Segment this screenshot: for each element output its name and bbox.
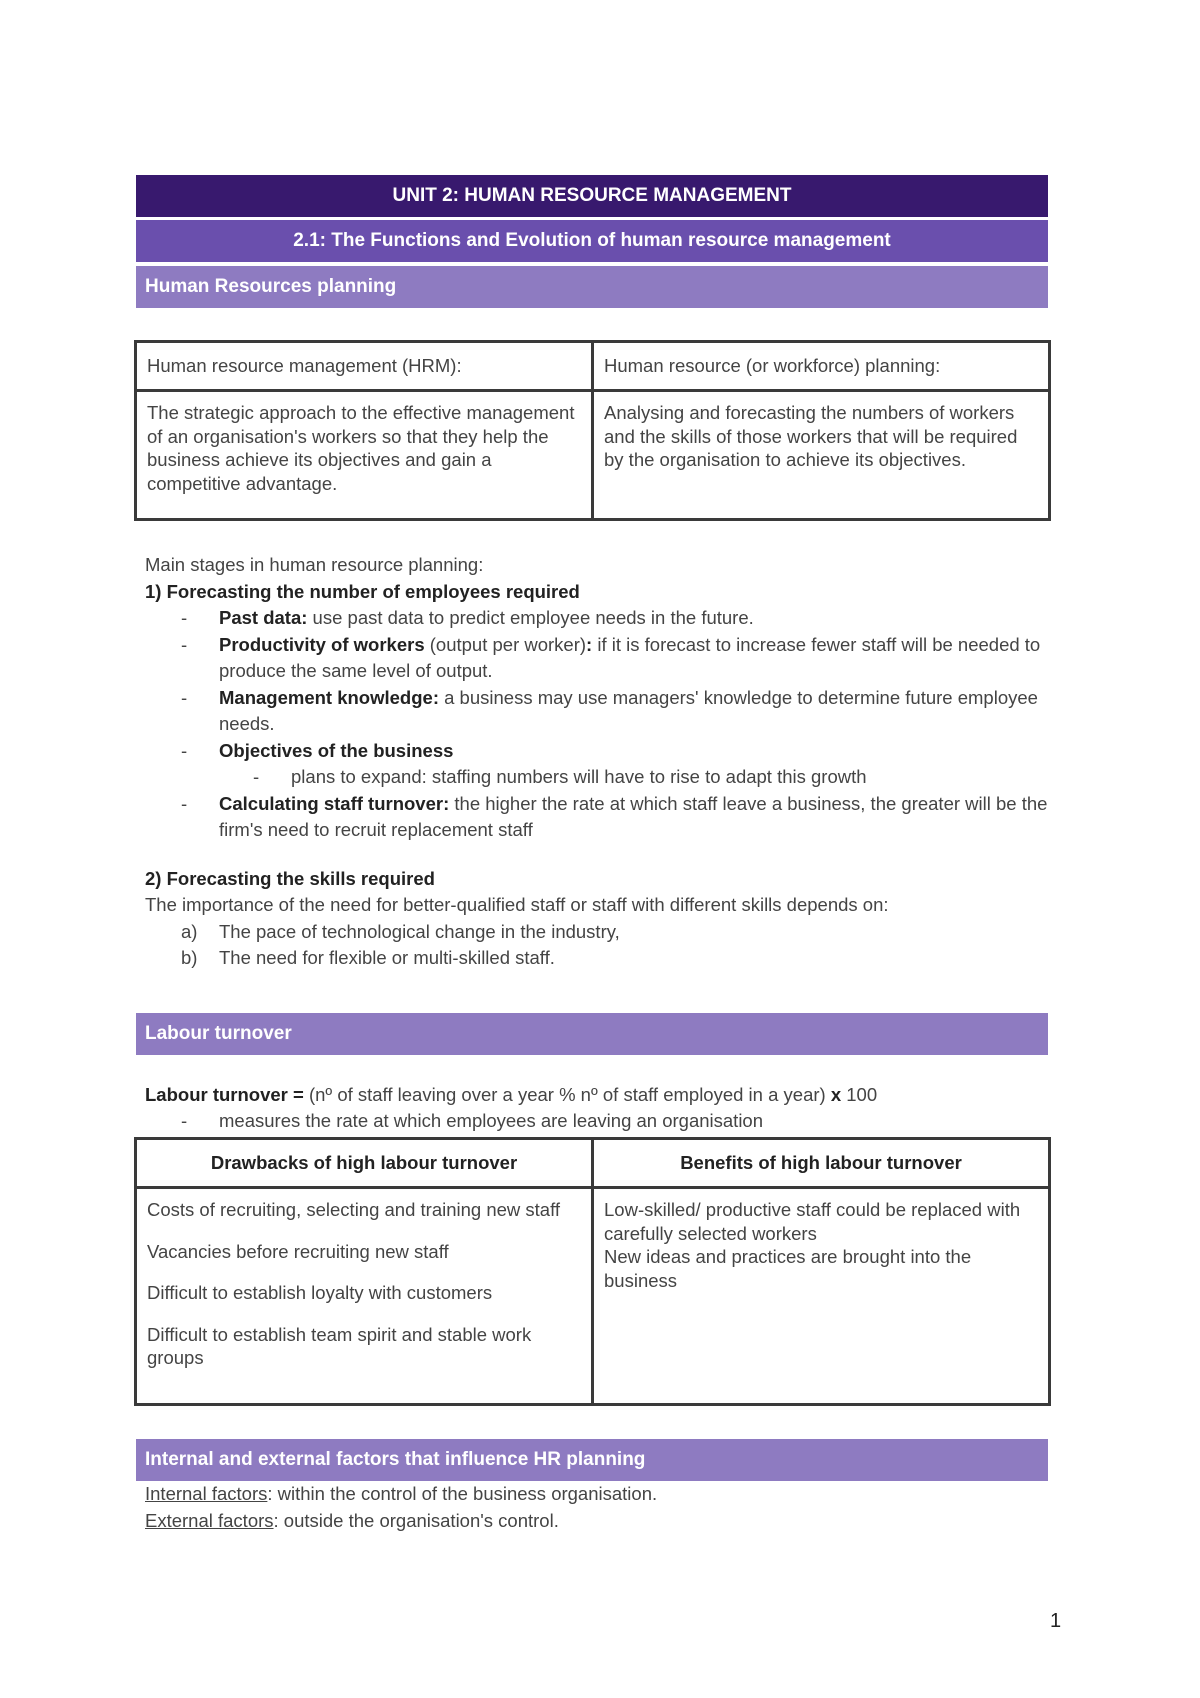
dash-bullet: - xyxy=(181,739,188,761)
factors-band xyxy=(136,1439,1048,1481)
drawback-item: Difficult to establish team spirit and stable work groups xyxy=(147,1323,532,1368)
item-text: if it is forecast to increase fewer staff will be needed to produce the same level of output. xyxy=(219,633,1041,681)
item-term: Management knowledge: xyxy=(219,686,439,708)
sub-list-item xyxy=(145,764,1070,791)
item-term: Objectives of the business xyxy=(219,739,454,761)
drawback-item: Difficult to establish loyalty with customers xyxy=(147,1282,493,1303)
subsection-title: Human Resources planning xyxy=(145,276,397,297)
definitions-table xyxy=(134,340,1051,521)
formula-end: 100 xyxy=(841,1084,878,1105)
drawbacks-cell xyxy=(136,1188,593,1405)
planning-head: Human resource (or workforce) planning: xyxy=(604,355,941,376)
list-item xyxy=(145,632,1070,685)
hr-planning-stages xyxy=(145,552,1070,972)
planning-definition-cell xyxy=(593,391,1050,520)
stage1-title: 1) Forecasting the number of employees required xyxy=(145,580,580,602)
benefit-item: Low-skilled/ productive staff could be replaced with carefully selected workers xyxy=(604,1199,1021,1244)
list-marker: a) xyxy=(181,920,198,942)
formula-line xyxy=(145,1082,1070,1109)
list-item xyxy=(145,685,1070,738)
stage2-intro: The importance of the need for better-qualified staff or staff with different skills depends on: xyxy=(145,894,889,915)
unit-title: UNIT 2: HUMAN RESOURCE MANAGEMENT xyxy=(392,185,792,206)
dash-bullet: - xyxy=(181,792,188,814)
internal-text: : within the control of the business organisation. xyxy=(267,1483,658,1504)
list-item xyxy=(145,738,1070,765)
hrm-head-cell xyxy=(136,342,593,391)
drawback-item: Costs of recruiting, selecting and training new staff xyxy=(147,1199,561,1220)
drawbacks-head: Drawbacks of high labour turnover xyxy=(210,1152,518,1173)
stages-intro: Main stages in human resource planning: xyxy=(145,554,484,575)
benefits-cell xyxy=(593,1188,1050,1405)
item-text: (output per worker) xyxy=(424,633,587,655)
benefits-head: Benefits of high labour turnover xyxy=(680,1152,962,1173)
formula-term: Labour turnover = xyxy=(145,1084,304,1105)
item-term: Past data: xyxy=(219,607,308,628)
list-item xyxy=(145,791,1070,844)
factors-definitions xyxy=(145,1481,1070,1534)
subsection-band xyxy=(136,266,1048,308)
section-title-band xyxy=(136,220,1048,262)
list-item xyxy=(145,605,1070,632)
formula-text: (nº of staff leaving over a year % nº of staff employed in a year) xyxy=(303,1084,831,1105)
labour-turnover-band xyxy=(136,1013,1048,1055)
item-text: The need for flexible or multi-skilled staff. xyxy=(219,947,555,968)
hrm-definition-cell xyxy=(136,391,593,520)
drawbacks-head-cell xyxy=(136,1139,593,1188)
labour-turnover-formula xyxy=(145,1082,1070,1133)
dash-bullet: - xyxy=(181,633,188,655)
unit-title-band xyxy=(136,175,1048,217)
dash-bullet: - xyxy=(181,1109,188,1131)
benefits-head-cell xyxy=(593,1139,1050,1188)
external-factors-line xyxy=(145,1508,1070,1535)
page-number: 1 xyxy=(1050,1610,1062,1632)
item-text: The pace of technological change in the industry, xyxy=(219,920,620,942)
item-text: measures the rate at which employees are leaving an organisation xyxy=(219,1109,764,1131)
section-title: 2.1: The Functions and Evolution of human resource management xyxy=(293,230,891,251)
hrm-head: Human resource management (HRM): xyxy=(147,355,462,376)
external-term: External factors xyxy=(145,1509,274,1531)
internal-factors-line xyxy=(145,1481,1070,1508)
factors-title: Internal and external factors that influence HR planning xyxy=(145,1449,646,1470)
dash-bullet: - xyxy=(181,686,188,708)
labour-turnover-title: Labour turnover xyxy=(145,1023,292,1044)
list-marker: b) xyxy=(181,947,198,968)
hrm-definition: The strategic approach to the effective management of an organisation's workers so that they help the business achieve its objectives and gain a competitive advantage. xyxy=(147,402,575,494)
turnover-table xyxy=(134,1137,1051,1406)
list-item xyxy=(145,1109,1070,1133)
planning-definition: Analysing and forecasting the numbers of workers and the skills of those workers that will be required by the organisation to achieve its objectives. xyxy=(604,402,1018,470)
list-item xyxy=(145,945,1070,972)
drawback-item: Vacancies before recruiting new staff xyxy=(147,1240,449,1262)
stage2-title: 2) Forecasting the skills required xyxy=(145,867,435,889)
sub-item-text: plans to expand: staffing numbers will have to rise to adapt this growth xyxy=(291,766,867,787)
item-term: Calculating staff turnover: xyxy=(219,792,450,814)
planning-head-cell xyxy=(593,342,1050,391)
list-item xyxy=(145,919,1070,946)
formula-multiply: x xyxy=(830,1084,842,1105)
item-text: use past data to predict employee needs in the future. xyxy=(307,607,754,628)
dash-bullet: - xyxy=(253,766,260,787)
item-text: the higher the rate at which staff leave a business, the greater will be the firm's need to recruit replacement staff xyxy=(219,792,1048,840)
item-term-colon: : xyxy=(586,633,593,655)
item-text: a business may use managers' knowledge to determine future employee needs. xyxy=(219,686,1038,734)
internal-term: Internal factors xyxy=(145,1483,268,1504)
benefit-item: New ideas and practices are brought into the business xyxy=(604,1246,972,1291)
external-text: : outside the organisation's control. xyxy=(273,1509,559,1531)
item-term: Productivity of workers xyxy=(219,633,425,655)
dash-bullet: - xyxy=(181,607,188,628)
